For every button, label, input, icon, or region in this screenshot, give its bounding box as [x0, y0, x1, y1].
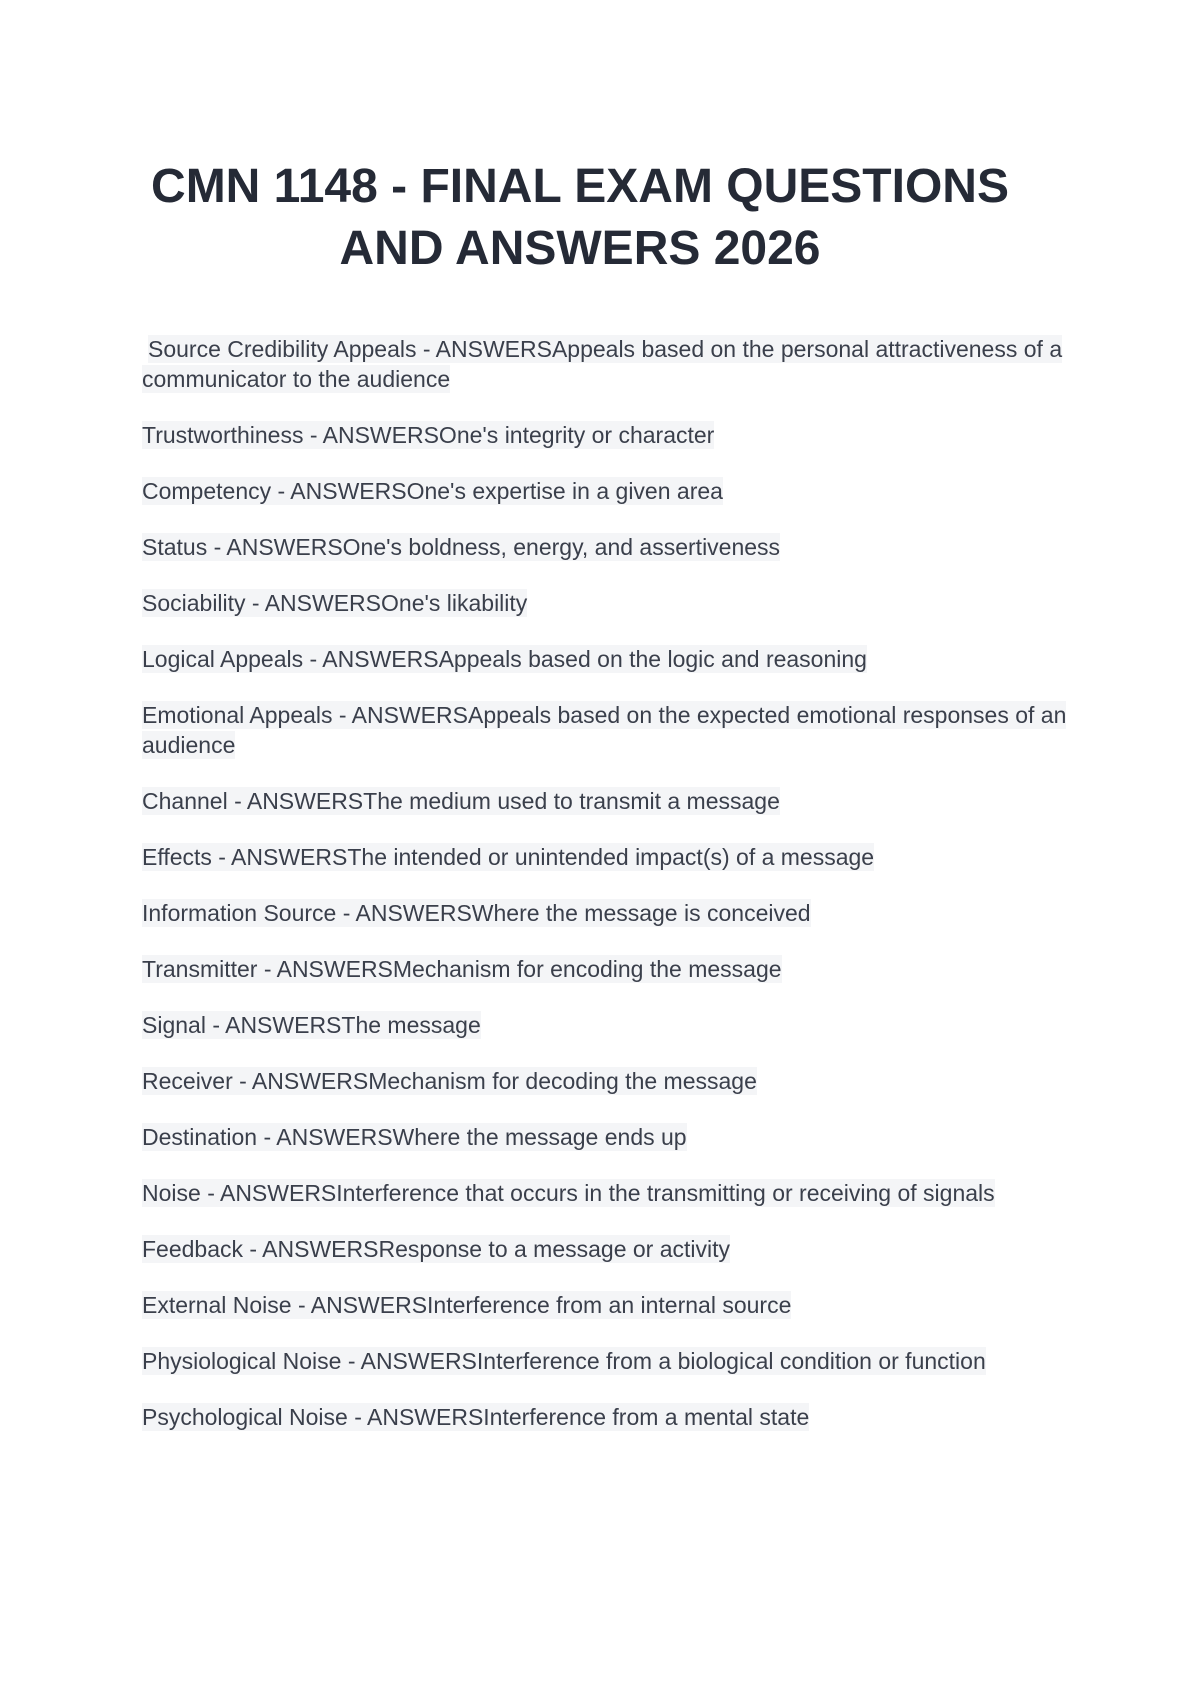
qa-item-text: Logical Appeals - ANSWERSAppeals based on the logic and reasoning — [142, 646, 867, 672]
qa-item — [142, 1346, 1072, 1376]
qa-item — [142, 1234, 1072, 1264]
qa-item — [142, 1178, 1072, 1208]
qa-item-text: Destination - ANSWERSWhere the message ends up — [142, 1124, 687, 1150]
qa-item — [142, 1122, 1072, 1152]
qa-item-text: Information Source - ANSWERSWhere the message is conceived — [142, 900, 811, 926]
qa-item — [142, 1010, 1072, 1040]
qa-item — [142, 786, 1072, 816]
qa-item — [142, 334, 1072, 394]
qa-item-text: Physiological Noise - ANSWERSInterference from a biological condition or function — [142, 1348, 986, 1374]
qa-item — [142, 898, 1072, 928]
qa-item-text: Transmitter - ANSWERSMechanism for encoding the message — [142, 956, 782, 982]
qa-item-text: Emotional Appeals - ANSWERSAppeals based on the expected emotional responses of an audience — [142, 702, 1067, 758]
qa-item — [142, 588, 1072, 618]
qa-list — [142, 334, 1072, 1458]
qa-item-text: Receiver - ANSWERSMechanism for decoding the message — [142, 1068, 757, 1094]
qa-item-text: Effects - ANSWERSThe intended or unintended impact(s) of a message — [142, 844, 875, 870]
qa-item — [142, 1290, 1072, 1320]
qa-item-text: Feedback - ANSWERSResponse to a message or activity — [142, 1236, 731, 1262]
qa-item-text: Trustworthiness - ANSWERSOne's integrity or character — [142, 422, 715, 448]
qa-item-text: Sociability - ANSWERSOne's likability — [142, 590, 528, 616]
qa-item — [142, 700, 1072, 760]
qa-item — [142, 644, 1072, 674]
qa-item — [142, 420, 1072, 450]
qa-item — [142, 954, 1072, 984]
qa-item-text: Noise - ANSWERSInterference that occurs in the transmitting or receiving of signals — [142, 1180, 995, 1206]
qa-item-text: Status - ANSWERSOne's boldness, energy, and assertiveness — [142, 534, 781, 560]
qa-item — [142, 1066, 1072, 1096]
qa-item — [142, 842, 1072, 872]
qa-item — [142, 476, 1072, 506]
document-title: CMN 1148 - FINAL EXAM QUESTIONS AND ANSWERS 2026 — [151, 160, 1009, 275]
qa-item — [142, 532, 1072, 562]
qa-item — [142, 1402, 1072, 1432]
qa-item-text: Source Credibility Appeals - ANSWERSAppeals based on the personal attractiveness of a communicator to the audience — [142, 336, 1063, 392]
qa-item-text: Psychological Noise - ANSWERSInterference from a mental state — [142, 1404, 810, 1430]
qa-item-text: Signal - ANSWERSThe message — [142, 1012, 481, 1038]
qa-item-text: Competency - ANSWERSOne's expertise in a given area — [142, 478, 723, 504]
qa-item-text: External Noise - ANSWERSInterference from an internal source — [142, 1292, 792, 1318]
qa-item-text: Channel - ANSWERSThe medium used to transmit a message — [142, 788, 780, 814]
